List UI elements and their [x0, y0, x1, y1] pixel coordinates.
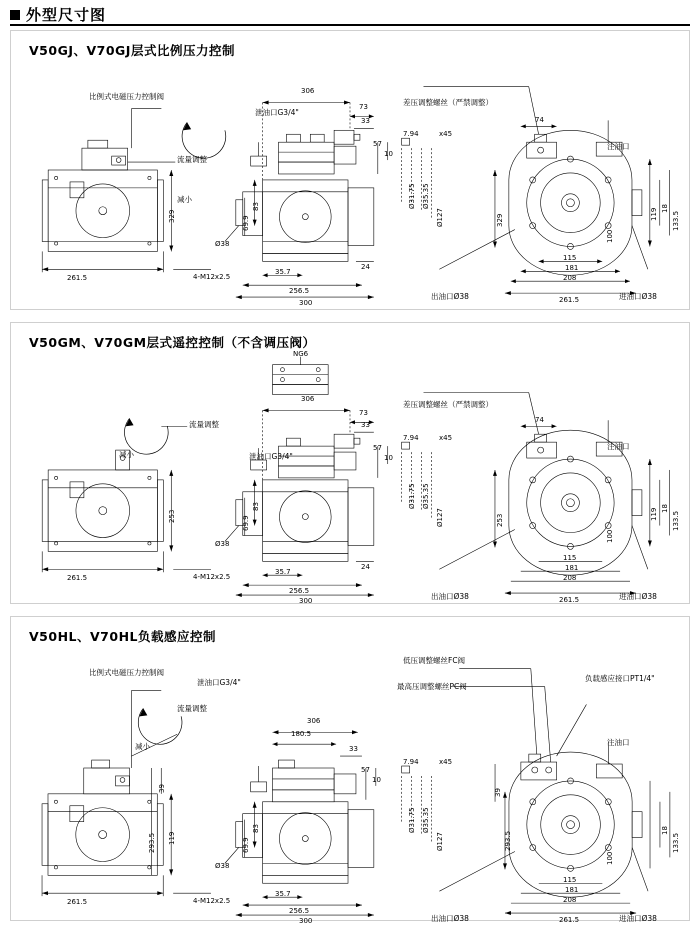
page-title — [10, 4, 106, 25]
callout-differential-screw-2: 差压调整螺丝（严禁调整） — [403, 400, 493, 409]
dim-83-2: 83 — [252, 502, 260, 511]
callout-oil-fill-port: 注油口 — [607, 142, 630, 151]
callout-outlet-port-2: 出油口Ø38 — [431, 592, 469, 601]
dim-208-2: 208 — [563, 574, 577, 582]
dim-69-9-3: 69.9 — [242, 837, 250, 853]
dim-119-2: 119 — [650, 507, 658, 521]
dim-329-right: 329 — [496, 213, 504, 227]
callout-inlet-port: 进油口Ø38 — [619, 292, 657, 301]
dim-73-2: 73 — [359, 409, 368, 417]
dim-261-5-right: 261.5 — [559, 296, 580, 304]
section-title-v50gm: V50GM、V70GM层式遥控控制（不含调压阀） — [29, 335, 316, 350]
callout-drain-port: 泄油口G3/4" — [255, 108, 299, 117]
dim-d38: Ø38 — [215, 240, 230, 248]
callout-bolt-spec: 4-M12x2.5 — [193, 273, 231, 281]
dim-115-2: 115 — [563, 554, 577, 562]
callout-inlet-port-3: 进油口Ø38 — [619, 914, 657, 923]
dim-256-5-3: 256.5 — [289, 907, 310, 915]
dim-100: 100 — [606, 229, 614, 243]
dim-180-5: 180.5 — [291, 730, 312, 738]
dim-39-left: 39 — [158, 784, 166, 793]
dim-key-7-94-3: 7.94 — [403, 758, 419, 766]
dim-35-7-3: 35.7 — [275, 890, 291, 898]
dim-181-2: 181 — [565, 564, 579, 572]
dim-57: 57 — [373, 140, 382, 148]
dim-74-2: 74 — [535, 416, 544, 424]
dim-208: 208 — [563, 274, 577, 282]
section-v50gm — [10, 322, 690, 604]
dim-69-9: 69.9 — [242, 215, 250, 231]
callout-flow-adjust-3: 流量调整 — [177, 704, 207, 713]
dim-d31-75: Ø31.75 — [408, 183, 416, 209]
callout-outlet-port: 出油口Ø38 — [431, 292, 469, 301]
dim-35-7: 35.7 — [275, 268, 291, 276]
callout-pc-valve-screw: 最高压调整螺丝PC阀 — [397, 682, 467, 691]
callout-bolt-spec-2: 4-M12x2.5 — [193, 573, 231, 581]
dim-10: 10 — [384, 150, 393, 158]
dim-18-3: 18 — [661, 826, 669, 835]
dim-24-2: 24 — [361, 563, 370, 571]
callout-differential-screw: 差压调整螺丝（严禁调整） — [403, 98, 493, 107]
dim-33-3: 33 — [349, 745, 358, 753]
dim-83: 83 — [252, 202, 260, 211]
callout-decrease-3: 减小 — [135, 742, 150, 751]
dim-d127-3: Ø127 — [436, 832, 444, 851]
callout-outlet-port-3: 出油口Ø38 — [431, 914, 469, 923]
callout-decrease-2: 减小 — [119, 450, 134, 459]
dim-115-3: 115 — [563, 876, 577, 884]
dim-261-5-left-2: 261.5 — [67, 574, 88, 582]
dim-18: 18 — [661, 204, 669, 213]
dim-300-3: 300 — [299, 917, 313, 925]
dim-33: 33 — [361, 117, 370, 125]
dim-10-3: 10 — [372, 776, 381, 784]
dim-261-5-right-3: 261.5 — [559, 916, 580, 924]
dim-256-5: 256.5 — [289, 287, 310, 295]
dim-key-7-94-2: 7.94 — [403, 434, 419, 442]
page-title-text: 外型尺寸图 — [26, 6, 107, 24]
dim-306-2: 306 — [301, 395, 315, 403]
dim-39-right: 39 — [494, 788, 502, 797]
dim-100-3: 100 — [606, 851, 614, 865]
title-bullet-icon — [10, 10, 20, 20]
callout-decrease: 减小 — [177, 195, 192, 204]
drawing-v50gj — [11, 31, 689, 309]
dim-261-5-left: 261.5 — [67, 274, 88, 282]
section-v50gj — [10, 30, 690, 310]
drawing-v50gm — [11, 323, 689, 603]
dim-306: 306 — [301, 87, 315, 95]
title-divider — [10, 24, 690, 26]
callout-bolt-spec-3: 4-M12x2.5 — [193, 897, 231, 905]
dim-d38-2: Ø38 — [215, 540, 230, 548]
dim-261-5-right-2: 261.5 — [559, 596, 580, 604]
dim-d35-35-3: Ø35.35 — [422, 807, 430, 833]
dim-253-left: 253 — [168, 509, 176, 523]
callout-drain-port-2: 泄油口G3/4" — [249, 452, 293, 461]
dim-10-2: 10 — [384, 454, 393, 462]
dim-133-5: 133.5 — [672, 210, 680, 231]
dim-74: 74 — [535, 116, 544, 124]
callout-flow-adjust: 流量调整 — [177, 155, 207, 164]
callout-flow-adjust-2: 流量调整 — [189, 420, 219, 429]
callout-fc-valve-screw: 低压调整螺丝FC阀 — [403, 656, 466, 665]
dim-d127: Ø127 — [436, 208, 444, 227]
drawing-v50hl — [11, 617, 689, 920]
section-title-v50gj: V50GJ、V70GJ层式比例压力控制 — [29, 43, 235, 58]
dim-57-2: 57 — [373, 444, 382, 452]
dim-key-x45-2: x45 — [439, 434, 453, 442]
dim-83-3: 83 — [252, 824, 260, 833]
dim-306-3: 306 — [307, 717, 321, 725]
dim-133-5-3: 133.5 — [672, 832, 680, 853]
section-title-v50hl: V50HL、V70HL负载感应控制 — [29, 629, 216, 644]
dim-256-5-2: 256.5 — [289, 587, 310, 595]
dim-35-7-2: 35.7 — [275, 568, 291, 576]
callout-load-sense-port: 负载感应接口PT1/4" — [585, 674, 655, 683]
dim-18-2: 18 — [661, 504, 669, 513]
section-v50hl — [10, 616, 690, 925]
dim-d35-35: Ø35.35 — [422, 183, 430, 209]
callout-oil-fill-port-3: 注油口 — [607, 738, 630, 747]
dim-d31-75-2: Ø31.75 — [408, 483, 416, 509]
dim-300-2: 300 — [299, 597, 313, 605]
dim-d35-35-2: Ø35.35 — [422, 483, 430, 509]
dim-329-left: 329 — [168, 209, 176, 223]
dim-key-7-94: 7.94 — [403, 130, 419, 138]
callout-proportional-valve: 比例式电磁压力控制阀 — [89, 92, 164, 101]
dim-181: 181 — [565, 264, 579, 272]
dim-119: 119 — [650, 207, 658, 221]
dim-d38-3: Ø38 — [215, 862, 230, 870]
callout-drain-port-3: 泄油口G3/4" — [197, 678, 241, 687]
dim-293-5-right: 293.5 — [504, 830, 512, 851]
dim-300: 300 — [299, 299, 313, 307]
dim-key-x45: x45 — [439, 130, 453, 138]
dim-293-5-left: 293.5 — [148, 832, 156, 853]
callout-ng6: NG6 — [293, 350, 309, 358]
dim-208-3: 208 — [563, 896, 577, 904]
dim-115: 115 — [563, 254, 577, 262]
dim-key-x45-3: x45 — [439, 758, 453, 766]
dim-33-2: 33 — [361, 421, 370, 429]
dim-133-5-2: 133.5 — [672, 510, 680, 531]
dim-24: 24 — [361, 263, 370, 271]
dim-69-9-2: 69.9 — [242, 515, 250, 531]
dim-d31-75-3: Ø31.75 — [408, 807, 416, 833]
callout-inlet-port-2: 进油口Ø38 — [619, 592, 657, 601]
dim-253-right: 253 — [496, 513, 504, 527]
dim-73: 73 — [359, 103, 368, 111]
dim-57-3: 57 — [361, 766, 370, 774]
dim-119-3: 119 — [168, 831, 176, 845]
dim-100-2: 100 — [606, 529, 614, 543]
callout-proportional-valve-3: 比例式电磁压力控制阀 — [89, 668, 164, 677]
callout-oil-fill-port-2: 注油口 — [607, 442, 630, 451]
dim-181-3: 181 — [565, 886, 579, 894]
dim-d127-2: Ø127 — [436, 508, 444, 527]
dim-261-5-left-3: 261.5 — [67, 898, 88, 906]
